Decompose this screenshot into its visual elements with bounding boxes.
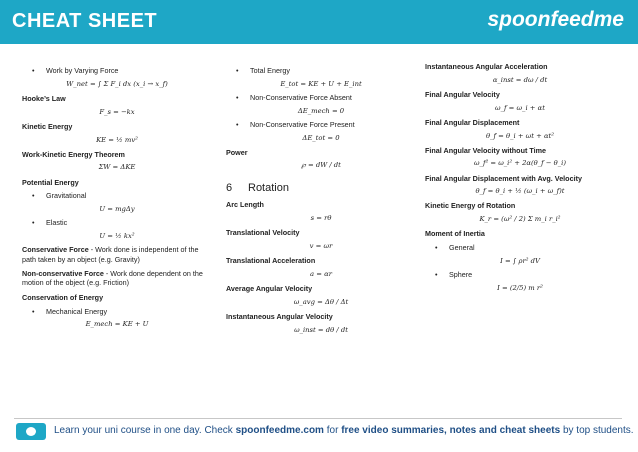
heading-work-ke: Work-Kinetic Energy Theorem (22, 149, 125, 159)
logo-dot-icon (26, 427, 36, 436)
heading-hooke: Hooke’s Law (22, 93, 66, 103)
eq-final-ang-velocity: ω_f = ω_i + αt (495, 103, 545, 112)
nonconservative-desc: - Work done dependent on the motion of the object (e.g. Friction) (22, 268, 203, 288)
bullet-total-energy: • Total Energy (226, 66, 416, 76)
heading-final-ang-vel-no-time: Final Angular Velocity without Time (425, 145, 547, 155)
heading-kinetic-energy: Kinetic Energy (22, 121, 73, 131)
conservative-label: Conservative Force (22, 245, 89, 255)
heading-trans-accel: Translational Acceleration (226, 256, 316, 266)
section-rotation (226, 181, 416, 196)
bullet-general: • General (425, 243, 615, 253)
eq-gravitational: U = mgΔy (99, 205, 135, 213)
column-1 (22, 62, 212, 334)
heading-final-ang-velocity: Final Angular Velocity (425, 89, 500, 99)
eq-ke-rotation: K_r = (ω² / 2) Σ m_i r_i² (479, 215, 561, 224)
bullet-gravitational: • Gravitational (22, 191, 212, 201)
heading-conservation: Conservation of Energy (22, 292, 104, 302)
bullet-nc-present: • Non-Conservative Force Present (226, 120, 416, 130)
section-number: 6 (226, 181, 233, 194)
heading-potential-energy: Potential Energy (22, 177, 79, 187)
heading-inst-ang-accel: Instantaneous Angular Acceleration (425, 62, 548, 71)
eq-arc-length: s = rθ (310, 214, 332, 223)
eq-total-energy: E_tot = KE + U + E_int (280, 79, 362, 88)
eq-avg-ang-velocity: ω_avg = Δθ / Δt (293, 297, 349, 306)
heading-inst-ang-velocity: Instantaneous Angular Velocity (226, 311, 333, 321)
footer-text-2: for (323, 425, 342, 436)
bullet-elastic: • Elastic (22, 218, 212, 228)
eq-kinetic-energy: KE = ½ mv² (96, 135, 138, 144)
column-2 (226, 62, 416, 339)
eq-mechanical: E_mech = KE + U (85, 320, 149, 329)
bullet-sphere: • Sphere (425, 270, 615, 280)
footer-banner (14, 418, 634, 443)
eq-work: W_net = ∫ Σ F_i dx (x_i → x_f) (66, 79, 168, 88)
footer-site-link[interactable]: spoonfeedme.com (235, 425, 324, 436)
bullet-nc-absent: • Non-Conservative Force Absent (226, 93, 416, 103)
eq-nc-absent: ΔE_mech = 0 (297, 106, 345, 115)
heading-avg-ang-velocity: Average Angular Velocity (226, 284, 313, 294)
heading-trans-velocity: Translational Velocity (226, 228, 300, 238)
header-bar (0, 0, 638, 44)
nonconservative-label: Non-conservative Force (22, 268, 104, 278)
footer-message (54, 425, 634, 436)
heading-moment-inertia: Moment of Inertia (425, 229, 485, 239)
eq-general: I = ∫ ρr² dV (500, 256, 540, 265)
page-title: CHEAT SHEET (12, 10, 158, 32)
heading-arc-length: Arc Length (226, 200, 264, 210)
eq-inst-ang-velocity: ω_inst = dθ / dt (294, 325, 348, 334)
brand-logo[interactable]: spoonfeedme (487, 8, 624, 31)
footer-text-3: by top students. (560, 425, 634, 436)
footer-bold-text: free video summaries, notes and cheat sheets (341, 425, 561, 436)
heading-power: Power (226, 147, 248, 157)
heading-final-ang-disp: Final Angular Displacement (425, 117, 520, 127)
spoonfeedme-logo-icon (16, 423, 46, 440)
heading-ke-rotation: Kinetic Energy of Rotation (425, 201, 516, 211)
eq-trans-velocity: v = ωr (309, 242, 333, 251)
conservative-force-text (22, 245, 212, 264)
eq-sphere: I = (2/5) m r² (497, 283, 543, 292)
eq-inst-ang-accel: α_inst = dω / dt (492, 75, 548, 84)
eq-work-ke: ΣW = ΔKE (98, 163, 136, 172)
bullet-mechanical: • Mechanical Energy (22, 307, 212, 317)
bullet-work: • Work by Varying Force (22, 66, 212, 76)
eq-power: ℘ = dW / dt (301, 161, 341, 170)
column-3 (425, 62, 615, 297)
eq-final-ang-disp: θ_f = θ_i + ωt + αt² (485, 131, 555, 140)
eq-trans-accel: a = αr (310, 269, 332, 278)
footer-text-1: Learn your uni course in one day. Check (54, 425, 236, 436)
section-title: Rotation (248, 181, 289, 194)
eq-hooke: F_s = −kx (99, 107, 135, 116)
conservative-desc: - Work done is independent of the path taken by an object (e.g. Gravity) (22, 245, 199, 264)
eq-elastic: U = ½ kx² (99, 231, 135, 240)
eq-final-ang-vel-no-time: ω_f² = ω_i² + 2α(θ_f − θ_i) (474, 159, 566, 168)
nonconservative-force-text (22, 269, 212, 288)
eq-nc-present: ΔE_tot = 0 (302, 133, 340, 142)
eq-final-ang-disp-avg: θ_f = θ_i + ½ (ω_i + ω_f)t (475, 187, 565, 196)
heading-final-ang-disp-avg: Final Angular Displacement with Avg. Velocity (425, 173, 582, 183)
